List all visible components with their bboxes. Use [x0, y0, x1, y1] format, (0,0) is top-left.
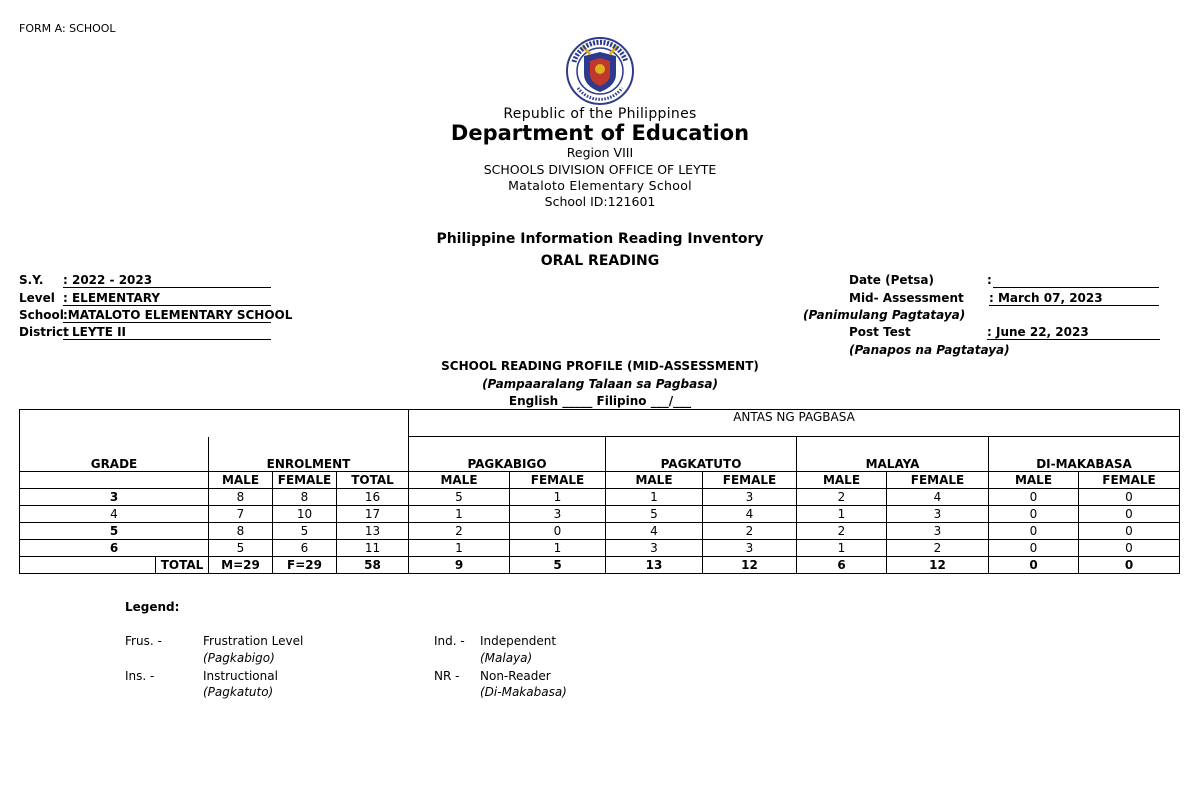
legend-title: Legend: — [125, 600, 180, 614]
date-colon: : — [987, 273, 992, 287]
legend-name: Frustration Level — [203, 634, 304, 648]
total-cell: 9 — [409, 557, 510, 574]
data-cell: 8 — [209, 523, 273, 540]
enrolment-header: ENROLMENT — [209, 437, 409, 472]
data-cell: 0 — [1079, 523, 1180, 540]
total-cell: F=29 — [273, 557, 337, 574]
header-department: Department of Education — [450, 121, 750, 145]
profile-subtitle: (Pampaaralang Talaan sa Pagbasa) — [482, 377, 718, 391]
table-row — [20, 506, 1180, 523]
legend-local: (Pagkabigo) — [203, 651, 275, 665]
legend-name: Non-Reader — [480, 669, 551, 683]
malaya-female-header: FEMALE — [887, 472, 989, 489]
pagkatuto-male-header: MALE — [606, 472, 703, 489]
dimakabasa-male-header: MALE — [989, 472, 1079, 489]
pagkatuto-female-header: FEMALE — [703, 472, 797, 489]
grade-cell: 3 — [20, 489, 209, 506]
profile-title: SCHOOL READING PROFILE (MID-ASSESSMENT) — [441, 359, 759, 373]
data-cell: 4 — [703, 506, 797, 523]
data-cell: 2 — [409, 523, 510, 540]
data-cell: 13 — [337, 523, 409, 540]
header-school: Mataloto Elementary School — [508, 178, 692, 193]
enrol-total-header: TOTAL — [337, 472, 409, 489]
level-label: Level — [19, 291, 55, 305]
data-cell: 0 — [989, 506, 1079, 523]
legend-local: (Di-Makabasa) — [480, 685, 567, 699]
data-cell: 5 — [409, 489, 510, 506]
data-cell: 6 — [273, 540, 337, 557]
data-cell: 1 — [606, 489, 703, 506]
total-cell: 6 — [797, 557, 887, 574]
data-cell: 1 — [409, 506, 510, 523]
enrol-male-header: MALE — [209, 472, 273, 489]
data-cell: 5 — [209, 540, 273, 557]
data-cell: 2 — [797, 523, 887, 540]
grade-cell: 5 — [20, 523, 209, 540]
header-division: SCHOOLS DIVISION OFFICE OF LEYTE — [483, 162, 717, 177]
legend-local: (Malaya) — [480, 651, 533, 665]
data-cell: 0 — [1079, 506, 1180, 523]
header-school-id: School ID:121601 — [544, 194, 656, 209]
district-value: : LEYTE II — [63, 325, 271, 340]
header-region: Region VIII — [566, 145, 634, 160]
school-label: School — [19, 308, 64, 322]
level-header-di-makabasa: DI-MAKABASA — [989, 437, 1180, 472]
data-cell: 1 — [797, 506, 887, 523]
total-cell: 5 — [510, 557, 606, 574]
form-label: FORM A: SCHOOL — [19, 22, 116, 35]
data-cell: 8 — [273, 489, 337, 506]
data-cell: 8 — [209, 489, 273, 506]
level-value: : ELEMENTARY — [63, 291, 271, 306]
dimakabasa-female-header: FEMALE — [1079, 472, 1180, 489]
header-program: Philippine Information Reading Inventory — [436, 231, 764, 247]
data-cell: 5 — [606, 506, 703, 523]
total-cell: 0 — [1079, 557, 1180, 574]
pagkabigo-male-header: MALE — [409, 472, 510, 489]
sy-label: S.Y. — [19, 273, 44, 287]
pagkabigo-female-header: FEMALE — [510, 472, 606, 489]
data-cell: 17 — [337, 506, 409, 523]
mid-assessment-sub: (Panimulang Pagtataya) — [803, 308, 966, 322]
grade-cell: 4 — [20, 506, 209, 523]
legend-name: Instructional — [203, 669, 278, 683]
grade-cell: 6 — [20, 540, 209, 557]
data-cell: 0 — [1079, 489, 1180, 506]
data-cell: 2 — [703, 523, 797, 540]
date-label: Date (Petsa) — [849, 273, 934, 287]
data-cell: 0 — [510, 523, 606, 540]
enrol-female-header: FEMALE — [273, 472, 337, 489]
data-cell: 0 — [989, 540, 1079, 557]
district-label: District — [19, 325, 69, 339]
data-cell: 11 — [337, 540, 409, 557]
post-test-label: Post Test — [849, 325, 911, 339]
info-left — [0, 0, 1200, 360]
data-cell: 3 — [606, 540, 703, 557]
post-test-sub: (Panapos na Pagtataya) — [849, 343, 1010, 357]
data-cell: 3 — [703, 540, 797, 557]
total-blank — [20, 557, 156, 574]
legend-code: Ins. - — [125, 669, 155, 683]
level-header-malaya: MALAYA — [797, 437, 989, 472]
data-cell: 3 — [703, 489, 797, 506]
total-cell: 12 — [703, 557, 797, 574]
data-cell: 16 — [337, 489, 409, 506]
total-cell: 13 — [606, 557, 703, 574]
header-oral-reading: ORAL READING — [540, 253, 660, 269]
total-row — [20, 557, 1180, 574]
table-row — [20, 523, 1180, 540]
level-header-pagkabigo: PAGKABIGO — [409, 437, 606, 472]
table-top-blank — [20, 410, 409, 437]
data-cell: 1 — [510, 540, 606, 557]
data-cell: 1 — [510, 489, 606, 506]
level-header-pagkatuto: PAGKATUTO — [606, 437, 797, 472]
data-cell: 3 — [887, 523, 989, 540]
data-cell: 2 — [797, 489, 887, 506]
data-cell: 1 — [409, 540, 510, 557]
data-cell: 1 — [797, 540, 887, 557]
table-row — [20, 489, 1180, 506]
data-cell: 0 — [989, 489, 1079, 506]
legend-local: (Pagkatuto) — [203, 685, 274, 699]
mid-assessment-value: : March 07, 2023 — [989, 291, 1159, 306]
legend-code: NR - — [434, 669, 460, 683]
post-test-value: : June 22, 2023 — [987, 325, 1160, 340]
total-cell: M=29 — [209, 557, 273, 574]
legend-code: Frus. - — [125, 634, 162, 648]
total-cell: 58 — [337, 557, 409, 574]
total-cell: 0 — [989, 557, 1079, 574]
sy-value: : 2022 - 2023 — [63, 273, 271, 288]
profile-language: English _____ Filipino ___/___ — [508, 394, 692, 408]
data-cell: 0 — [989, 523, 1079, 540]
data-cell: 4 — [887, 489, 989, 506]
mid-assessment-label: Mid- Assessment — [849, 291, 964, 305]
header-republic: Republic of the Philippines — [503, 106, 697, 122]
legend-name: Independent — [480, 634, 557, 648]
grade-header: GRADE — [20, 437, 209, 472]
data-cell: 3 — [510, 506, 606, 523]
malaya-male-header: MALE — [797, 472, 887, 489]
grade-subheader-blank — [20, 472, 209, 489]
data-cell: 5 — [273, 523, 337, 540]
data-cell: 0 — [1079, 540, 1180, 557]
reading-profile-table — [19, 409, 1180, 574]
total-cell: 12 — [887, 557, 989, 574]
date-value-line — [993, 273, 1159, 288]
total-label: TOTAL — [156, 557, 209, 574]
school-value: :MATALOTO ELEMENTARY SCHOOL — [63, 308, 293, 322]
table-row — [20, 540, 1180, 557]
data-cell: 10 — [273, 506, 337, 523]
data-cell: 3 — [887, 506, 989, 523]
data-cell: 2 — [887, 540, 989, 557]
legend-code: Ind. - — [434, 634, 465, 648]
data-cell: 7 — [209, 506, 273, 523]
data-cell: 4 — [606, 523, 703, 540]
antas-header: ANTAS NG PAGBASA — [409, 410, 1180, 437]
